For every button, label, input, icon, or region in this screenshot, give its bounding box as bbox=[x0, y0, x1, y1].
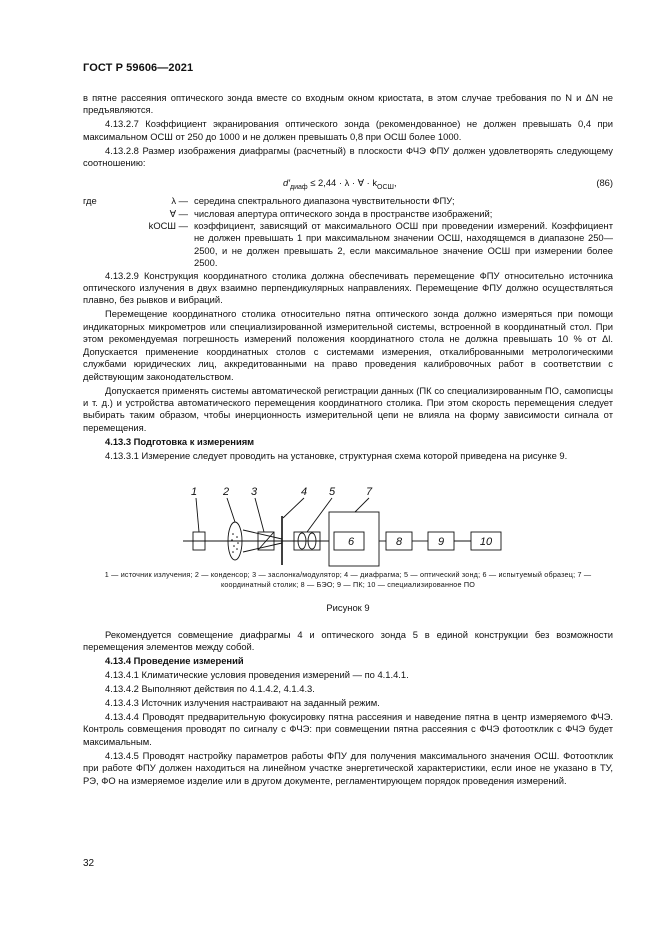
where-symbol: ∀ — bbox=[169, 207, 188, 219]
where-description: числовая апертура оптического зонда в пространстве изображений; bbox=[194, 207, 493, 219]
page-content bbox=[83, 92, 613, 789]
where-item bbox=[83, 195, 613, 207]
box-label-10: 10 bbox=[479, 536, 493, 549]
where-word: где bbox=[83, 195, 97, 207]
box-label-9: 9 bbox=[437, 536, 445, 549]
label-1: 1 bbox=[191, 486, 198, 499]
where-symbol: λ — bbox=[171, 195, 188, 207]
heading-4-13-3: 4.13.3 Подготовка к измерениям bbox=[105, 435, 255, 447]
where-symbol: kОСШ — bbox=[148, 220, 188, 232]
box-label-6: 6 bbox=[347, 536, 355, 549]
paragraph-4-13-4-4: 4.13.4.4 Проводят предварительную фокусировку пятна рассеяния и наведение пятна в центр измеряемого ФЧЭ. Контроль совмещения проводят по сигналу с ФЧЭ: при совмещении пятна рассеяния с ФЧЭ фотоотклик с ФЧЭ будет максимальным. bbox=[83, 710, 613, 747]
figure-9-schematic bbox=[83, 468, 613, 568]
schematic-svg bbox=[83, 468, 613, 568]
formula-lhs-sub: диаф bbox=[289, 184, 308, 192]
paragraph-auto-registration: Допускается применять системы автоматической регистрации данных (ПК со специализированным ПО, самописцы и т. д.) и устройства автоматического перемещения координатного столика. При этом скорость перемещения следует выбирать таким образом, чтобы инерционность измерительной цепи не влияла на форму зависимости сигнала от перемещения. bbox=[83, 384, 613, 433]
paragraph-4-13-4-2: 4.13.4.2 Выполняют действия по 4.1.4.2, 4.1.4.3. bbox=[105, 682, 315, 694]
label-5: 5 bbox=[329, 486, 336, 499]
paragraph-4-13-3-1: 4.13.3.1 Измерение следует проводить на установке, структурная схема которой приведена на рисунке 9. bbox=[105, 449, 568, 461]
paragraph-4-13-2-9: 4.13.2.9 Конструкция координатного столика должна обеспечивать перемещение ФПУ относительно источника оптического излучения в двух взаимно перпендикулярных направлениях. Перемещение ФПУ должно осуществляться плавно, без рывков и вибраций. bbox=[83, 269, 613, 306]
heading-4-13-4: 4.13.4 Проведение измерений bbox=[105, 654, 244, 666]
paragraph-table-movement: Перемещение координатного столика относительно пятна оптического зонда должно измеряться при помощи индикаторных микрометров или специализированной измерительной системы, встроенной в координатный стол. При этом рекомендуемая погрешность измерений положения координатного стола не должна превышать 10 % от Δl. Допускается применение координатных столов с системами измерения, откалиброванными метрологическими службами юридических лиц, аккредитованными на право проведения калибровочных работ в соответствии с действующим законодательством. bbox=[83, 308, 613, 382]
figure-caption: 1 — источник излучения; 2 — конденсор; 3 — заслонка/модулятор; 4 — диафрагма; 5 — оптический зонд; 6 — испытуемый образец; 7 — координатный столик; 8 — БЭО; 9 — ПК; 10 — специализированное ПО bbox=[104, 570, 592, 590]
label-4: 4 bbox=[301, 486, 308, 499]
paragraph-recommend: Рекомендуется совмещение диафрагмы 4 и оптического зонда 5 в единой конструкции без возможности перемещения элементов между собой. bbox=[83, 628, 613, 652]
box-label-8: 8 bbox=[395, 536, 403, 549]
where-list bbox=[83, 195, 613, 269]
formula-expression bbox=[283, 177, 397, 194]
label-7: 7 bbox=[366, 486, 373, 499]
where-item bbox=[83, 220, 613, 270]
where-description: коэффициент, зависящий от максимального ОСШ при проведении измерений. Коэффициент не должен превышать 1 при максимальном значении ОСШ, находящемся в диапазоне 250—2500, и не должен превышать 2, если максимальное значение ОСШ при измерении более 2500. bbox=[194, 220, 613, 269]
where-item bbox=[83, 208, 613, 220]
paragraph-top: в пятне рассеяния оптического зонда вместе со входным окном криостата, в этом случае требования по N и ΔN не предъявляются. bbox=[83, 92, 613, 116]
formula-tail: , bbox=[393, 177, 397, 189]
formula-number: (86) bbox=[596, 177, 613, 189]
document-header-code: ГОСТ Р 59606—2021 bbox=[83, 62, 194, 74]
formula-rhs: ≤ 2,44 · λ · ∀ · k bbox=[307, 177, 378, 189]
formula-lhs: d′ bbox=[283, 177, 290, 189]
formula-86 bbox=[83, 171, 613, 195]
page-number: 32 bbox=[83, 858, 95, 869]
figure-title: Рисунок 9 bbox=[326, 602, 370, 614]
formula-rhs-sub: ОСШ bbox=[377, 184, 394, 192]
paragraph-4-13-2-7: 4.13.2.7 Коэффициент экранирования оптического зонда (рекомендованное) не должен превышать 0,4 при максимальном ОСШ от 250 до 1000 и не должен превышать 0,8 при ОСШ более 1000. bbox=[83, 118, 613, 142]
paragraph-4-13-4-1: 4.13.4.1 Климатические условия проведения измерений — по 4.1.4.1. bbox=[105, 668, 409, 680]
paragraph-4-13-2-8: 4.13.2.8 Размер изображения диафрагмы (расчетный) в плоскости ФЧЭ ФПУ должен удовлетворять следующему соотношению: bbox=[83, 144, 613, 169]
where-description: середина спектрального диапазона чувствительности ФПУ; bbox=[194, 195, 455, 207]
label-3: 3 bbox=[251, 486, 258, 499]
paragraph-4-13-4-3: 4.13.4.3 Источник излучения настраивают на заданный режим. bbox=[105, 696, 380, 708]
label-2: 2 bbox=[223, 486, 230, 499]
paragraph-4-13-4-5: 4.13.4.5 Проводят настройку параметров работы ФПУ для получения максимального значения ОСШ. Фотоотклик при работе ФПУ должен находиться на линейном участке энергетической характеристики, если иное не указано в ТУ, РЭ, ФО на измеряемое изделие или в другом документе, регламентирующем порядок проведения измерений. bbox=[83, 749, 613, 786]
